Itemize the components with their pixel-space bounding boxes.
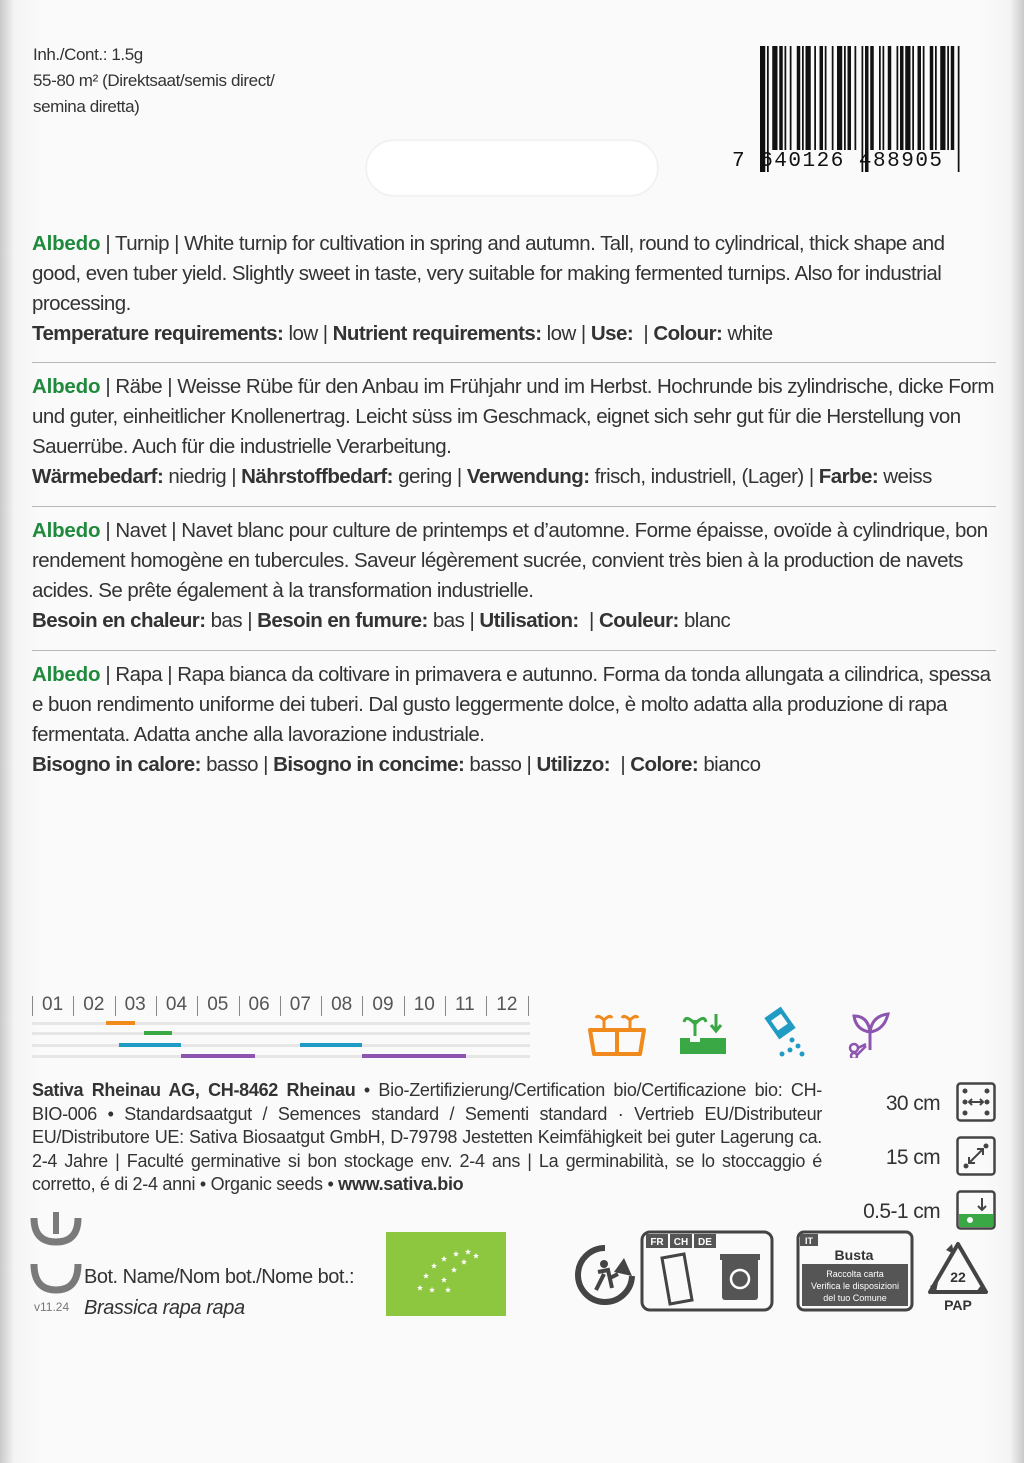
- plant-spacing: [796, 1136, 996, 1176]
- calendar-bar: [300, 1043, 362, 1047]
- property-label: Colour:: [653, 322, 723, 345]
- triman-icon: [574, 1244, 636, 1308]
- sowing-depth-icon: [956, 1190, 996, 1230]
- month-label: 01: [42, 994, 64, 1015]
- pap-number: 22: [950, 1269, 966, 1285]
- property-label: Wärmebedarf:: [32, 465, 164, 488]
- company-website[interactable]: www.sativa.bio: [338, 1174, 464, 1194]
- barcode-bar: [870, 46, 874, 150]
- month-separator: [197, 996, 198, 1016]
- month-label: 06: [248, 994, 270, 1015]
- barcode-bar: [923, 46, 925, 150]
- row-spacing: [796, 1082, 996, 1122]
- content-weight: Inh./Cont.: 1.5g: [33, 45, 143, 64]
- barcode-bar: [947, 46, 949, 150]
- pap-label: PAP: [944, 1297, 972, 1313]
- month-label: 11: [455, 994, 475, 1015]
- plant-spacing-label: 15 cm: [885, 1146, 940, 1169]
- barcode-bar: [912, 46, 914, 150]
- barcode-bar: [905, 46, 910, 150]
- variety-properties: [32, 462, 996, 492]
- busta-line1: Raccolta carta: [826, 1269, 884, 1279]
- variety-description: | Navet | Navet blanc pour culture de printemps et d’automne. Forme épaisse, ovoïde à cylindrique, bon rendement homogène en tubercules. Saveur légèrement sucrée, convient très bien à la production de navets acides. Se prête également à la transformation industrielle.: [32, 519, 988, 602]
- variety-properties: [32, 606, 996, 636]
- month-label: 03: [124, 994, 146, 1015]
- eu-organic-logo: [386, 1232, 506, 1316]
- botanical-name: Brassica rapa rapa: [84, 1297, 245, 1319]
- property-value: bas |: [427, 609, 480, 632]
- month-separator: [486, 996, 487, 1016]
- barcode-bar: [888, 46, 892, 150]
- content-info: [33, 42, 333, 120]
- month-separator: [445, 996, 446, 1016]
- barcode-number: 7 640126 488905: [732, 150, 944, 173]
- calendar-bar: [144, 1031, 173, 1035]
- barcode-bar: [940, 46, 945, 150]
- barcode-bar: [802, 46, 804, 150]
- barcode-bar: [790, 46, 792, 150]
- busta-title: Busta: [834, 1247, 874, 1263]
- variety-description: | Rapa | Rapa bianca da coltivare in primavera e autunno. Forma da tonda allungata a cilindrica, spessa e buon rendimento uniforme dei tuberi. Dal gusto leggermente dolce, è molto adatta alla produzione di rapa fermentata. Adatta anche alla lavorazione industriale.: [32, 663, 991, 746]
- country-ch: CH: [673, 1237, 689, 1248]
- variety-name: Albedo: [32, 375, 101, 398]
- month-separator: [404, 996, 405, 1016]
- direct-sow-icon: [762, 1006, 816, 1058]
- month-label: 05: [207, 994, 229, 1015]
- description-section: [32, 516, 996, 636]
- barcode-bar: [900, 46, 904, 150]
- description-text: [32, 660, 996, 750]
- property-label: Colore:: [630, 753, 699, 776]
- row-spacing-label: 30 cm: [885, 1092, 940, 1115]
- botanical-label: Bot. Name/Nom bot./Nome bot.:: [84, 1266, 355, 1288]
- property-label: Farbe:: [818, 465, 879, 488]
- variety-name: Albedo: [32, 232, 101, 255]
- busta-icon: [796, 1230, 916, 1312]
- barcode-bar: [806, 46, 811, 150]
- property-value: low |: [541, 322, 591, 345]
- barcode-bar: [779, 46, 783, 150]
- variety-name: Albedo: [32, 519, 101, 542]
- property-label: Use:: [590, 322, 634, 345]
- section-divider: [32, 362, 996, 363]
- company-name: Sativa Rheinau AG, CH-8462 Rheinau: [32, 1080, 356, 1100]
- pap-recycling-icon: [926, 1240, 990, 1314]
- calendar-track: [32, 1032, 530, 1035]
- sowing-depth-label: 0.5-1 cm: [863, 1200, 940, 1223]
- calendar-bar: [181, 1054, 255, 1058]
- property-label: Nährstoffbedarf:: [241, 465, 393, 488]
- property-label: Besoin en chaleur:: [32, 609, 206, 632]
- property-label: Utilisation:: [479, 609, 579, 632]
- content-area-cont: semina diretta): [33, 97, 140, 116]
- harvest-icon: [844, 1006, 896, 1058]
- property-value: |: [610, 753, 631, 776]
- month-separator: [280, 996, 281, 1016]
- description-section: [32, 372, 996, 492]
- month-separator: [239, 996, 240, 1016]
- seed-tray-icon: [586, 1006, 648, 1058]
- property-value: niedrig |: [163, 465, 242, 488]
- property-value: low |: [283, 322, 333, 345]
- barcode-bar: [930, 46, 934, 150]
- barcode-bar: [825, 46, 827, 150]
- company-details: • Bio-Zertifizierung/Certification bio/Certificazione bio: CH-BIO-006 • Standardsaatgut / Semences standard / Sementi standard · Vertrieb EU/Distributeur EU/Distributore UE: Sativa Biosaatgut GmbH, D-79798 Jestetten Keimfähigkeit bei guter Lagerung ca. 2-4 Jahre | Faculté germinative si bon stockage env. 2-4 ans | La germinabilità, se lo stoccaggio é corretto, é di 2-4 anni • Organic seeds •: [32, 1080, 822, 1194]
- sowing-depth: [796, 1190, 996, 1230]
- calendar-bar: [106, 1021, 135, 1025]
- calendar-bar: [362, 1054, 465, 1058]
- month-label: 09: [372, 994, 394, 1015]
- month-label: 10: [413, 994, 435, 1015]
- row-spacing-icon: [956, 1082, 996, 1122]
- calendar-legend-icons: [586, 1006, 906, 1060]
- property-value: gering |: [392, 465, 467, 488]
- busta-line3: del tuo Comune: [823, 1293, 887, 1303]
- info-tri-icon: [640, 1230, 774, 1312]
- property-label: Bisogno in concime:: [273, 753, 465, 776]
- barcode-bar: [820, 46, 824, 150]
- month-separator: [321, 996, 322, 1016]
- busta-line2: Verifica le disposizioni: [810, 1281, 900, 1291]
- property-value: |: [578, 609, 599, 632]
- country-fr: FR: [650, 1237, 664, 1248]
- section-divider: [32, 650, 996, 651]
- variety-description: | Turnip | White turnip for cultivation in spring and autumn. Tall, round to cylindrical, thick shape and good, even tuber yield. Slightly sweet in taste, very suitable for making fermented turnips. Also for industrial processing.: [32, 232, 945, 315]
- calendar-bar: [119, 1043, 181, 1047]
- month-separator: [73, 996, 74, 1016]
- content-area: 55-80 m² (Direktsaat/semis direct/: [33, 71, 275, 90]
- description-text: [32, 229, 996, 319]
- month-label: 12: [496, 994, 518, 1015]
- property-value: basso |: [200, 753, 274, 776]
- month-separator: [528, 996, 529, 1016]
- property-label: Verwendung:: [466, 465, 590, 488]
- barcode-bar: [918, 46, 922, 150]
- barcode-bar: [935, 46, 937, 150]
- description-text: [32, 516, 996, 606]
- barcode-bar: [832, 46, 834, 150]
- month-separator: [156, 996, 157, 1016]
- month-separator: [32, 996, 33, 1016]
- property-label: Bisogno in calore:: [32, 753, 201, 776]
- barcode-bar: [883, 46, 885, 150]
- month-label: 04: [165, 994, 188, 1015]
- barcode-bar: [897, 46, 899, 150]
- property-value: frisch, industriell, (Lager) |: [589, 465, 819, 488]
- transplant-icon: [676, 1006, 730, 1058]
- variety-properties: [32, 319, 996, 349]
- description-text: [32, 372, 996, 462]
- section-divider: [32, 506, 996, 507]
- barcode-bar: [844, 46, 846, 150]
- property-value: weiss: [878, 465, 932, 488]
- property-label: Temperature requirements:: [32, 322, 284, 345]
- property-label: Besoin en fumure:: [257, 609, 428, 632]
- description-section: [32, 229, 996, 349]
- variety-name: Albedo: [32, 663, 101, 686]
- hang-hole: [366, 140, 658, 196]
- country-de: DE: [698, 1237, 712, 1248]
- property-label: Couleur:: [598, 609, 679, 632]
- property-value: |: [633, 322, 654, 345]
- property-value: basso |: [464, 753, 537, 776]
- barcode-bar: [814, 46, 816, 150]
- variety-description: | Räbe | Weisse Rübe für den Anbau im Frühjahr und im Herbst. Hochrunde bis zylindrische, dicke Form und guter, einheitlicher Knollenertrag. Leicht süss im Geschmack, eignet sich sehr gut für die Herstellung von Sauerrübe. Auch für die industrielle Verarbeitung.: [32, 375, 994, 458]
- property-label: Utilizzo:: [536, 753, 611, 776]
- month-label: 07: [289, 994, 311, 1015]
- property-value: bas |: [205, 609, 258, 632]
- month-separator: [115, 996, 116, 1016]
- calendar-track: [32, 1044, 530, 1047]
- sowing-calendar: [32, 1020, 530, 1060]
- it-label: IT: [805, 1236, 813, 1246]
- month-separator: [362, 996, 363, 1016]
- version-label: v11.24: [34, 1300, 70, 1314]
- barcode-bar: [837, 46, 842, 150]
- property-value: white: [722, 322, 773, 345]
- barcode-bar: [772, 46, 777, 150]
- property-value: bianco: [698, 753, 761, 776]
- variety-properties: [32, 750, 996, 780]
- barcode-bar: [951, 46, 955, 150]
- barcode-bar: [797, 46, 801, 150]
- description-section: [32, 660, 996, 780]
- company-info: [32, 1079, 822, 1197]
- sativa-logo: [30, 1212, 82, 1294]
- barcode-bar: [879, 46, 881, 150]
- plant-spacing-icon: [956, 1136, 996, 1176]
- property-value: blanc: [678, 609, 731, 632]
- barcode-bar: [848, 46, 852, 150]
- barcode-bar: [785, 46, 787, 150]
- property-label: Nutrient requirements:: [332, 322, 542, 345]
- month-label: 08: [331, 994, 353, 1015]
- barcode-bar: [855, 46, 857, 150]
- month-label: 02: [83, 994, 105, 1015]
